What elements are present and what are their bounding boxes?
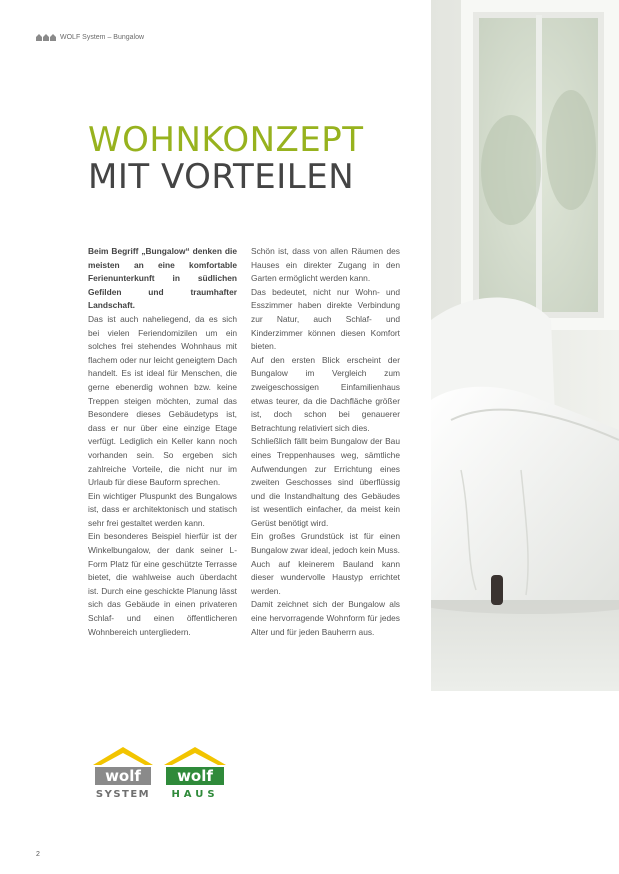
title-line-2: MIT VORTEILEN (88, 156, 355, 197)
paragraph: Auf den ersten Blick erscheint der Bungalow im Vergleich zum zweigeschossigen Einfamilienhaus etwas teurer, da die Dachfläche größer ist, doch schon bei genauerer Betrachtung relativiert sich dies. (251, 354, 400, 433)
system-logo-label: SYSTEM (95, 789, 151, 799)
paragraph: Das bedeutet, nicht nur Wohn- und Esszimmer haben direkte Verbindung zur Natur, auch Schlaf- und Kinderzimmer können diesen Komfort bieten. (251, 286, 400, 352)
paragraph: Ein wichtiger Pluspunkt des Bungalows ist, dass er architektonisch und statisch sehr frei gestaltet werden kann. (88, 490, 237, 528)
page-number: 2 (36, 851, 40, 858)
wolf-system-logo (91, 745, 155, 804)
armchair-photo (431, 0, 619, 691)
paragraph: Damit zeichnet sich der Bungalow als eine hervorragende Wohnform für jedes Alter und für jeden Bauherrn aus. (251, 599, 400, 637)
paragraph: Ein großes Grundstück ist für einen Bungalow zwar ideal, jedoch kein Muss. Auch auf kleinerem Bauland kann dieser wundervolle Haustyp errichtet werden. (251, 531, 400, 596)
paragraph: Das ist auch naheliegend, da es sich bei vielen Feriendomizilen um ein solches frei stehendes Wohnhaus mit flachem oder nur leicht geneigtem Dach handelt. Es ist ideal für Menschen, die gerne ebenerdig wohnen bzw. keine Treppen steigen möchten, zumal das Besondere dieses Gebäudetyps ist, dass er nur über eine einzige Etage verfügt. Lediglich ein Keller kann noch vorhanden sein. So ergeben sich zahlreiche Vorteile, die nicht nur im Urlaub für diese Bauform sprechen. (88, 313, 237, 488)
paragraph: Schön ist, dass von allen Räumen des Hauses ein direkter Zugang in den Garten ermöglicht werden kann. (251, 246, 400, 284)
wolf-haus-logo (162, 745, 228, 804)
lead-paragraph: Beim Begriff „Bungalow“ denken die meisten an eine komfortable Ferienunterkunft in südlichen Gefilden und traumhafter Landschaft. (88, 246, 237, 311)
paragraph: Ein besonderes Beispiel hierfür ist der Winkelbungalow, der dank seiner L-Form Platz für eine geschützte Terrasse bietet, die wahlweise auch überdacht ist. Durch eine geschickte Planung lässt sich das Gebäude in einen privateren Schlaf- und einen öffentlicheren Wohnbereich untergliedern. (88, 531, 237, 637)
paragraph: Schließlich fällt beim Bungalow der Bau eines Treppenhauses weg, sämtliche Aufwendungen zur Errichtung eines zweiten Geschosses sind überflüssig und die Instandhaltung des Gebäudes ist wesentlich einfacher, da meist kein Gerüst benötigt wird. (251, 436, 400, 528)
title-line-1: WOHNKONZEPT (88, 120, 364, 160)
house-row-icon (36, 34, 56, 41)
page-title (88, 122, 364, 195)
running-header (36, 34, 144, 41)
haus-logo-label: HAUS (171, 789, 219, 799)
text-column-right (251, 245, 400, 639)
text-column-left (88, 245, 237, 639)
haus-logo-wordmark: wolf (177, 767, 213, 785)
system-logo-wordmark: wolf (105, 767, 141, 785)
header-text: WOLF System – Bungalow (60, 34, 145, 41)
